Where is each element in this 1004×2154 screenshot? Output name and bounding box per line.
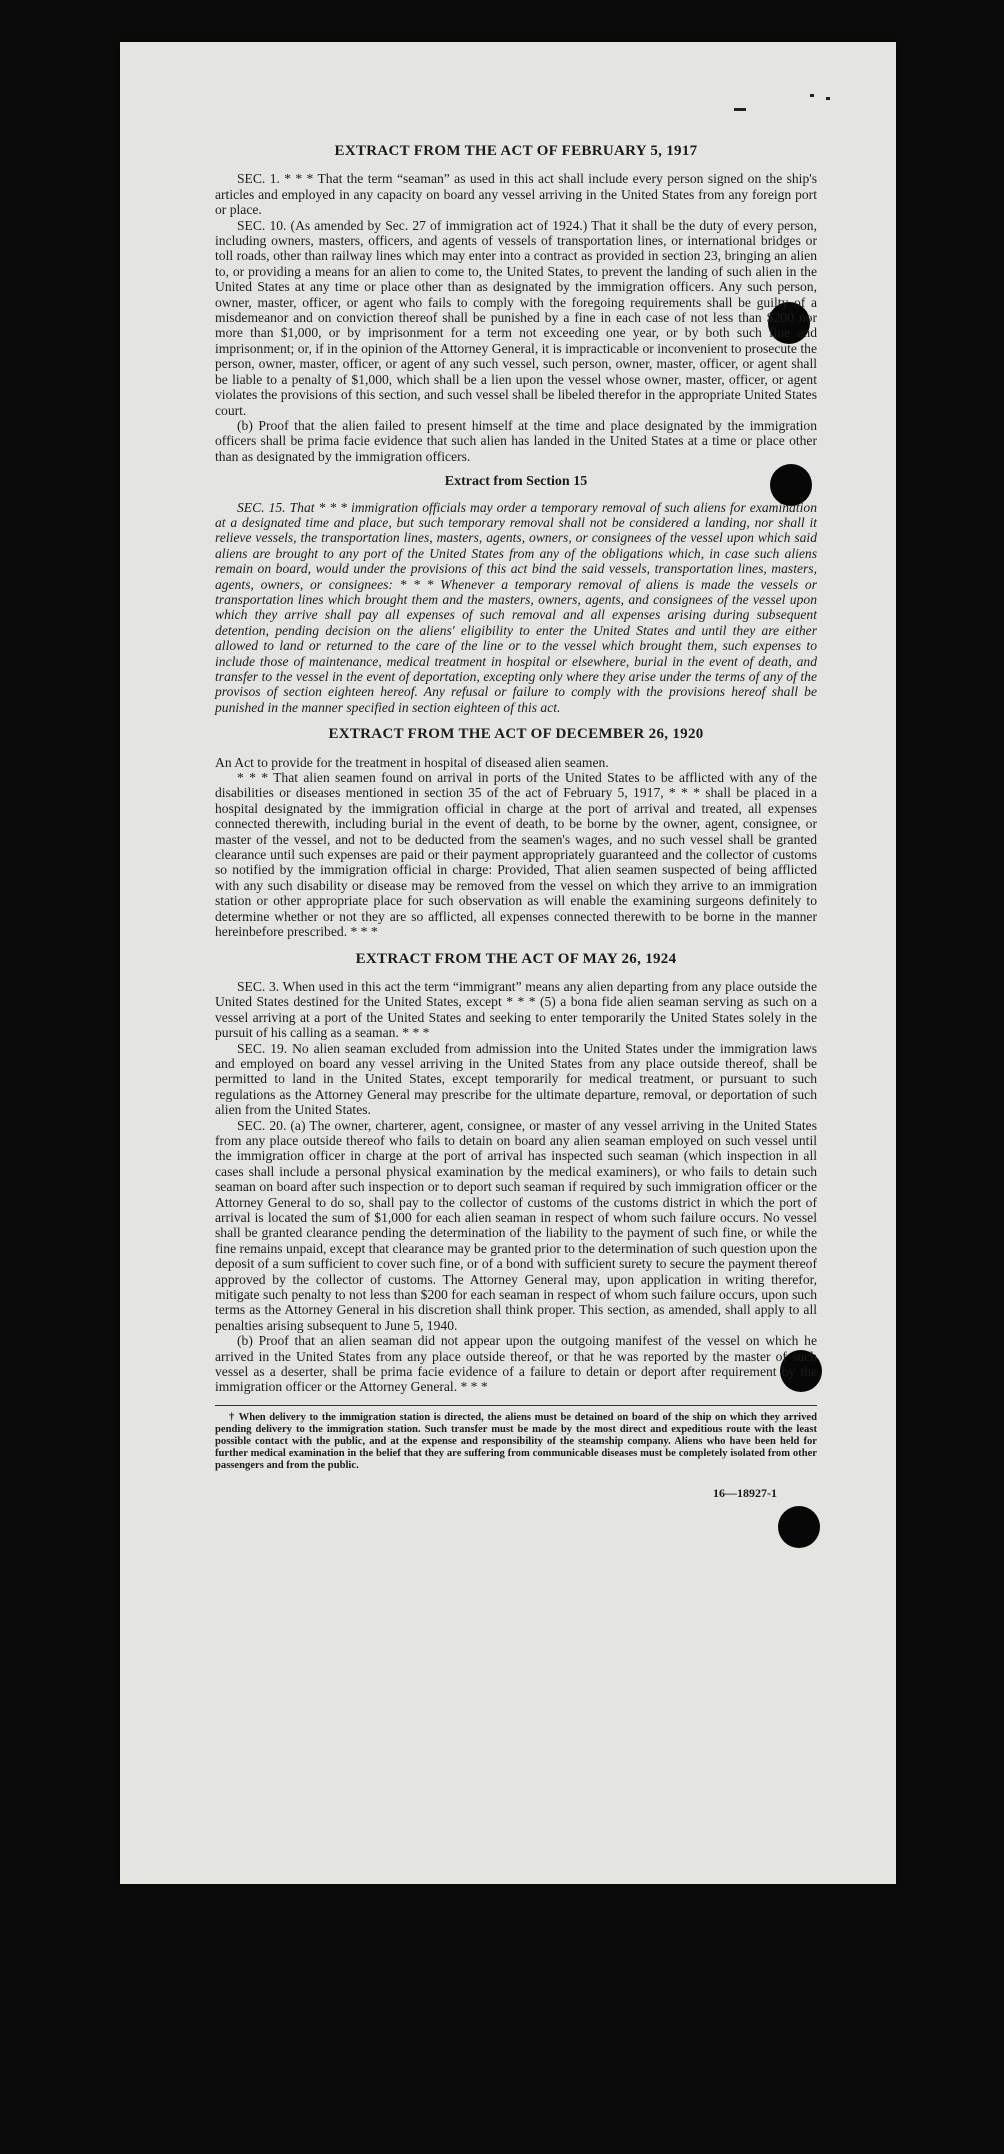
paragraph-b-1917: (b) Proof that the alien failed to present himself at the time and place designated by the immigration officers shall be prima facie evidence that such alien has landed in the United States at a time or place other than as designated by the immigration officers.: [215, 417, 817, 464]
heading-act-1917: EXTRACT FROM THE ACT OF FEBRUARY 5, 1917: [334, 143, 698, 159]
heading-act-1920: EXTRACT FROM THE ACT OF DECEMBER 26, 1920: [328, 726, 704, 743]
footnote: † When delivery to the immigration station is directed, the aliens must be detained on board of the ship on which they arrived pending delivery to the immigration station. Such transfer must be made by the most direct and expeditious route with the least possible contact with the public, and at the expense and responsibility of the steamship company. Aliens who have been held for further medical examination in the belief that they are suffering from communicable diseases must be completely isolated from other passengers and from the public.: [215, 1405, 817, 1472]
ink-mark: [734, 108, 746, 111]
paragraph-1920-body: * * * That alien seamen found on arrival in ports of the United States to be afflicted with any of the disabilities or diseases mentioned in section 35 of the act of February 5, 1917, * * * shall be placed in a hospital designated by the immigration official in charge at the port of arrival and treated, all expenses connected therewith, including burial in the event of death, to be borne by the owner, agent, consignee, or master of the vessel, and not to be deducted from the seamen's wages, and no such vessel shall be granted clearance until such expenses are paid or their payment appropriately guaranteed and the collector of customs so notified by the immigration official in charge: Provided, That alien seamen suspected of being afflicted with any such disability or disease may be removed from the vessel on which they arrive to an immigration station or other appropriate place for such observation as will enable the examining surgeons definitely to determine whether or not they are so afflicted, all expenses connected therewith to be borne in the manner hereinbefore prescribed. * * *: [215, 770, 817, 940]
paragraph-sec1-1917: SEC. 1. * * * That the term “seaman” as used in this act shall include every person signed on the ship's articles and employed in any capacity on board any vessel arriving in the United States from any foreign port or place.: [215, 171, 817, 218]
punch-hole: [778, 1506, 820, 1548]
paragraph-1920-title: An Act to provide for the treatment in hospital of diseased alien seamen.: [215, 754, 609, 770]
document-number: 16—18927-1: [713, 1485, 777, 1500]
paragraph-sec20b-1924: (b) Proof that an alien seaman did not appear upon the outgoing manifest of the vessel on which he arrived in the United States from any place outside thereof, or that he was reported by the master of such vessel as a deserter, shall be prima facie evidence of a failure to detain or deport after requirement by the immigration officer or the Attorney General. * * *: [215, 1333, 817, 1395]
paragraph-sec3-1924: SEC. 3. When used in this act the term “immigrant” means any alien departing from any place outside the United States destined for the United States, except * * * (5) a bona fide alien seaman serving as such on a vessel arriving at a port of the United States and seeking to enter temporarily the United States solely in the pursuit of his calling as a seaman. * * *: [215, 978, 817, 1041]
ink-mark: [826, 97, 830, 100]
paragraph-sec15: SEC. 15. That * * * immigration officials may order a temporary removal of such aliens for examination at a designated time and place, but such temporary removal shall not be considered a landing, nor shall it relieve vessels, the transportation lines, masters, agents, owners, or consignees of the vessel upon which said aliens are brought to any port of the United States from any of the obligations which, in case such aliens remain on board, would under the provisions of this act bind the said vessels, transportation lines, masters, agents, owners, or consignees: * * * Whenever a temporary removal of aliens is made the vessels or transportation lines which brought them and the masters, owners, agents, and consignees of the vessel upon which they arrive shall pay all expenses of such removal and all expenses arising during subsequent detention, pending decision on the aliens' eligibility to enter the United States and until they are either allowed to land or returned to the care of the line or to the vessel which brought them, such expenses to include those of maintenance, medical treatment in hospital or elsewhere, burial in the event of death, and transfer to the vessel in the event of deportation, excepting only where they arise under the terms of any of the provisos of section eighteen hereof. Any refusal or failure to comply with the provisions hereof shall be punished in the manner specified in section eighteen of this act.: [215, 499, 817, 715]
heading-act-1924: EXTRACT FROM THE ACT OF MAY 26, 1924: [355, 950, 677, 967]
document-page: [120, 42, 896, 1884]
heading-section-15: Extract from Section 15: [444, 474, 588, 490]
paragraph-sec10-1917: SEC. 10. (As amended by Sec. 27 of immigration act of 1924.) That it shall be the duty of every person, including owners, masters, officers, and agents of vessels of transportation lines, or international bridges or toll roads, other than railway lines which may enter into a contract as provided in section 23, bringing an alien to, or providing a means for an alien to come to, the United States, to prevent the landing of such alien in the United States at any time or place other than as designated by the immigration officers. Any such person, owner, master, officer, or agent who fails to comply with the foregoing requirements shall be guilty of a misdemeanor and on conviction thereof shall be punished by a fine in each case of not less than $200 nor more than $1,000, or by imprisonment for a term not exceeding one year, or by both such fine and imprisonment; or, if in the opinion of the Attorney General, it is impracticable or inconvenient to prosecute the person, owner, master, officer, or agent of any such vessel, such person, owner, master, officer, or agent shall be liable to a penalty of $1,000, which shall be a lien upon the vessel whose owner, master, officer, or agent violates the provisions of this section, and such vessel shall be libeled therefor in the appropriate United States court.: [215, 217, 817, 418]
paragraph-sec20a-1924: SEC. 20. (a) The owner, charterer, agent, consignee, or master of any vessel arriving in the United States from any place outside thereof who fails to detain on board any alien seaman employed on such vessel until the immigration officer in charge at the port of arrival has inspected such seaman (which inspection in all cases shall include a personal physical examination by the medical examiners), or who fails to detain such seaman on board after such inspection or to deport such seaman if required by such immigration officer or the Attorney General to do so, shall pay to the collector of customs of the customs district in which the port of arrival is located the sum of $1,000 for each alien seaman in respect of whom such failure occurs. No vessel shall be granted clearance pending the determination of the liability to the payment of such fine, or while the fine remains unpaid, except that clearance may be granted prior to the determination of such question upon the deposit of a sum sufficient to cover such fine, or of a bond with sufficient surety to secure the payment thereof approved by the collector of customs. The Attorney General may, upon application in writing therefor, mitigate such penalty to not less than $200 for each seaman in respect of whom such failure occurs, upon such terms as the Attorney General in his discretion shall think proper. This section, as amended, shall apply to all penalties arising subsequent to June 5, 1940.: [215, 1117, 817, 1333]
ink-mark: [810, 94, 814, 97]
document-body: [215, 132, 817, 1501]
paragraph-sec19-1924: SEC. 19. No alien seaman excluded from admission into the United States under the immigration laws and employed on board any vessel arriving in the United States from any place outside thereof, shall be permitted to land in the United States, except temporarily for medical treatment, or pursuant to such regulations as the Attorney General may prescribe for the ultimate departure, removal, or deportation of such alien from the United States.: [215, 1040, 817, 1118]
